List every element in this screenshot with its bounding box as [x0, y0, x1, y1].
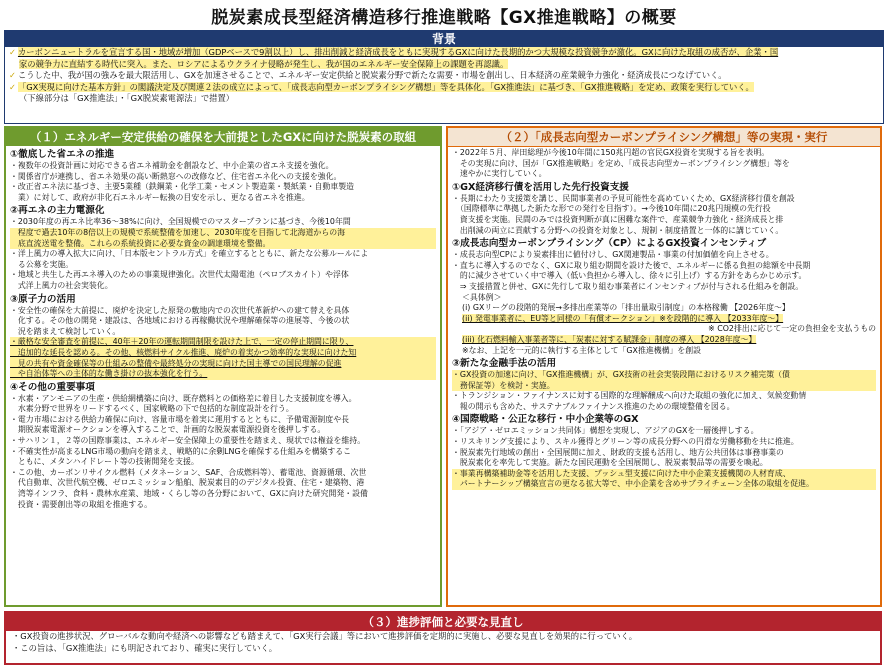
background-heading: 背景	[5, 31, 883, 47]
text-line: 代自動車、次世代航空機、ゼロエミッション船舶、脱炭素目的のデジタル投資、住宅・建築物、港	[10, 478, 365, 488]
text-line: ・この旨は、「GX推進法」にも明記されており、確実に実行していく。	[12, 642, 278, 653]
example-note: ※ CO2排出に応じて一定の負担金を支払うもの	[708, 324, 876, 334]
subsection-title: ③新たな金融手法の活用	[452, 358, 557, 370]
text-line: ・事業再構築補助金等を活用した支援、プッシュ型支援に向けた中小企業支援機関の人材育成、	[452, 469, 876, 480]
text-line: ・成長志向型CPにより炭素排出に値付けし、GX関連製品・事業の付加価値を向上させる。	[452, 250, 774, 260]
text-line: ・2022年５月、岸田総理が今後10年間に150兆円超の官民GX投資を実現する旨を表明。	[452, 148, 770, 157]
examples-label: ＜具体例＞	[462, 292, 502, 302]
background-box	[4, 30, 884, 124]
text-line: 底直流送電を整備。これらの系統投資に必要な資金の調達環境を整備。	[10, 239, 436, 250]
text-line: 業）に対して、政府が非化石エネルギー転換の目安を示し、更なる省エネを推進。	[10, 192, 310, 202]
text-line: ・GX投資の加速に向け、「GX推進機構」が、GX技術の社会実装段階におけるリスク補完策（債	[452, 370, 876, 381]
text-line: 程度で過去10年の8倍以上の規模で系統整備を加速し、2030年度を目指して北海道からの海	[10, 228, 436, 239]
text-line: その実現に向け、国が「GX推進戦略」を定め、「成長志向型カーボンプライシング構想」等を	[452, 158, 790, 168]
text-line: ・安全性の確保を大前提に、廃炉を決定した原発の敷地内での次世代革新炉への建て替えを具体	[10, 305, 350, 315]
text-line: る公募を実施。	[10, 259, 74, 269]
text-line: ・GX投資の進捗状況、グローバルな動向や経済への影響なども踏まえて、「GX実行会議」等において進捗評価を定期的に実施し、必要な見直しを効果的に行っていく。	[12, 631, 638, 641]
text-line: 務保証等）を検討・実施。	[452, 381, 876, 392]
subsection-title: ①徹底した省エネの推進	[10, 149, 115, 160]
col2-heading: （２）「成長志向型カーボンプライシング構想」等の実現・実行	[448, 128, 880, 147]
page-title: 脱炭素成長型経済構造移行推進戦略【GX推進戦略】の概要	[211, 8, 677, 28]
text-line: ・長期にわたり支援策を講じ、民間事業者の予見可能性を高めていくため、GX経済移行債を創設	[452, 193, 795, 203]
text-line: 速やかに実行していく。	[452, 169, 547, 179]
background-line: 家の競争力に直結する時代に突入。また、ロシアによるウクライナ侵略が発生し、我が国のエネルギー安全保障上の課題を再認識。	[19, 58, 509, 69]
text-line: ・不確実性が高まるLNG市場の動向を踏まえ、戦略的に余剰LNGを確保する仕組みを構築するこ	[10, 446, 352, 456]
example-item: (i) GXリーグの段階的発展→多排出産業等の「排出量取引制度」の本格稼働 【2026年度～】	[462, 303, 790, 313]
section-progress-review	[4, 611, 882, 665]
text-line: 化する。その他の開発・建設は、各地域における再稼働状況や理解確保等の進展等、今後の状	[10, 316, 350, 326]
check-icon: ✓	[9, 70, 16, 80]
text-line: ・複数年の投資計画に対応できる省エネ補助金を創設など、中小企業の省エネ支援を強化。	[10, 161, 334, 170]
text-line: 資支援を実施。民間のみでは投資判断が真に困難な案件で、産業競争力強化・経済成長と排	[452, 214, 784, 224]
subsection-title: ④その他の重要事項	[10, 381, 95, 393]
text-line: ともに、メタンハイドレート等の技術開発を支援。	[10, 457, 199, 467]
background-note: （下線部分は「GX推進法」・「GX脱炭素電源法」で措置）	[19, 93, 235, 103]
example-item: (iii) 化石燃料輸入事業者等に、「炭素に対する賦課金」制度の導入 【2028年度～】	[462, 334, 757, 344]
section-carbon-pricing	[446, 126, 882, 607]
subsection-title: ③原子力の活用	[10, 293, 76, 305]
subsection-title: ④国際戦略・公正な移行・中小企業等のGX	[452, 414, 639, 426]
text-line: ・この他、カーボンリサイクル燃料（メタネーション、SAF、合成燃料等）、蓄電池、資源循環、次世	[10, 467, 367, 477]
text-line: ・電力市場における供給力確保に向け、容量市場を着実に運用するとともに、予備電源制度や長	[10, 414, 349, 424]
text-line: 追加的な延長を認める。その他、核燃料サイクル推進、廃炉の着実かつ効率的な実現に向けた知	[10, 348, 436, 359]
text-line: ・脱炭素先行地域の創出・全国展開に加え、財政的支援も活用し、地方公共団体は事務事業の	[452, 447, 784, 457]
subsection-title: ②成長志向型カーボンプライシング（CP）によるGX投資インセンティブ	[452, 238, 767, 250]
text-line: ・2030年度の再エネ比率36～38%に向け、全国規模でのマスタープランに基づき、今後10年間	[10, 217, 351, 227]
text-line: 出削減の両立に貢献する分野への投資を対象とし、規制・制度措置と一体的に講じていく。	[452, 225, 784, 235]
background-line: ✓ 「GX実現に向けた基本方針」の閣議決定及び関連２法の成立によって、「成長志向型カーボンプライシング構想」等を具体化。「GX推進法」に基づき、「GX推進戦略」を定め、政策を実行していく。	[9, 81, 754, 92]
text-line: や自治体等への主体的な働き掛けの抜本強化を行う。	[10, 369, 436, 380]
text-line: ・「アジア・ゼロエミッション共同体」構想を実現し、アジアのGXを一層後押しする。	[452, 426, 759, 436]
text-line: （国際標準に準拠した新たな形での発行を目指す）。→今後10年間に20兆円規模の先行投	[452, 204, 771, 214]
text-line: 期脱炭素電源オークションを導入することで、計画的な脱炭素電源投資を後押しする。	[10, 425, 326, 435]
text-line: ・改正省エネ法に基づき、主要5業種（鉄鋼業・化学工業・セメント製造業・製紙業・自動車製造	[10, 182, 355, 192]
bottom-heading: （３）進捗評価と必要な見直し	[6, 613, 880, 631]
text-line: ・洋上風力の導入拡大に向け、「日本版セントラル方式」を確立するとともに、新たな公募ルールによ	[10, 249, 369, 259]
text-line: 水素分野で世界をリードするべく、国家戦略の下で包括的な制度設計を行う。	[10, 404, 294, 414]
text-line: 脱炭素化を率先して実施。新たな国民運動を全国展開し、脱炭素製品等の需要を喚起。	[452, 458, 768, 468]
subsection-title: ②再エネの主力電源化	[10, 205, 105, 217]
text-line: ・水素・アンモニアの生産・供給網構築に向け、既存燃料との価格差に着目した支援制度を導入。	[10, 393, 357, 403]
text-line: ・リスキリング支援により、スキル獲得とグリーン等の成長分野への円滑な労働移動を共に推進。	[452, 437, 799, 447]
text-line: 式洋上風力の社会実装化。	[10, 280, 113, 290]
text-line: パートナーシップ構築宣言の更なる拡大等で、中小企業を含めサプライチェーン全体の取組を促進。	[452, 479, 876, 490]
text-line: ・直ちに導入するのでなく、GXに取り組む期間を設けた後で、エネルギーに係る負担の総額を中長期	[452, 260, 811, 270]
col1-heading: （１）エネルギー安定供給の確保を大前提としたGXに向けた脱炭素の取組	[6, 128, 440, 146]
check-icon: ✓	[9, 47, 16, 57]
text-line: ・地域と共生した再エネ導入のための事業規律強化。次世代太陽電池（ペロブスカイト）や浮体	[10, 270, 349, 280]
check-icon: ✓	[9, 81, 16, 92]
background-line: ✓ カーボンニュートラルを宣言する国・地域が増加（GDPベースで9割以上）し、排出削減と経済成長をともに実現するGXに向けた長期的かつ大規模な投資競争が激化。GXに向けた取組の成否が、企業・国	[9, 47, 779, 57]
text-line: ・トランジション・ファイナンスに対する国際的な理解醸成へ向けた取組の強化に加え、気候変動情	[452, 391, 807, 401]
example-note: ※なお、上記を一元的に執行する主体として「GX推進機構」を創設	[462, 345, 702, 355]
text-line: 況を踏まえて検討していく。	[10, 326, 121, 336]
text-line: 見の共有や資金確保等の仕組みの整備や最終処分の実現に向けた国主導での国民理解の促進	[10, 359, 436, 370]
text-line: 的に減少させていく中で導入（低い負担から導入し、徐々に引上げ）する方針をあらかじめ示す。	[452, 271, 807, 281]
section-decarbonization	[4, 126, 442, 607]
example-item: (ii) 発電事業者に、EU等と同様の「有償オークション」※を段階的に導入 【2033年度～】	[462, 313, 784, 323]
text-line: 報の開示も含めた、サステナブルファイナンス推進のための環境整備を図る。	[452, 401, 735, 411]
text-line: 湾等インフラ、食料・農林水産業、地域・くらし等の各分野において、GXに向けた研究開発・設備	[10, 489, 368, 499]
text-line: ・厳格な安全審査を前提に、40年＋20年の運転期間制限を設けた上で、一定の停止期間に限り、	[10, 337, 436, 348]
subsection-title: ①GX経済移行債を活用した先行投資支援	[452, 181, 629, 193]
text-line: 投資・需要創出等の取組を推進する。	[10, 499, 153, 509]
text-line: ・関係省庁が連携し、省エネ効果の高い断熱窓への改修など、住宅省エネ化への支援を強化。	[10, 171, 342, 181]
background-line: ✓ こうした中、我が国の強みを最大限活用し、GXを加速させることで、エネルギー安定供給と脱炭素分野で新たな需要・市場を創出し、日本経済の産業競争力強化・経済成長につなげていく。	[9, 70, 727, 80]
text-line: ⇒ 支援措置と併せ、GXに先行して取り組む事業者にインセンティブが付与される仕組みを創設。	[452, 281, 804, 291]
text-line: ・サハリン１，２等の国際事業は、エネルギー安全保障上の重要性を踏まえ、現状では権益を維持。	[10, 436, 366, 446]
